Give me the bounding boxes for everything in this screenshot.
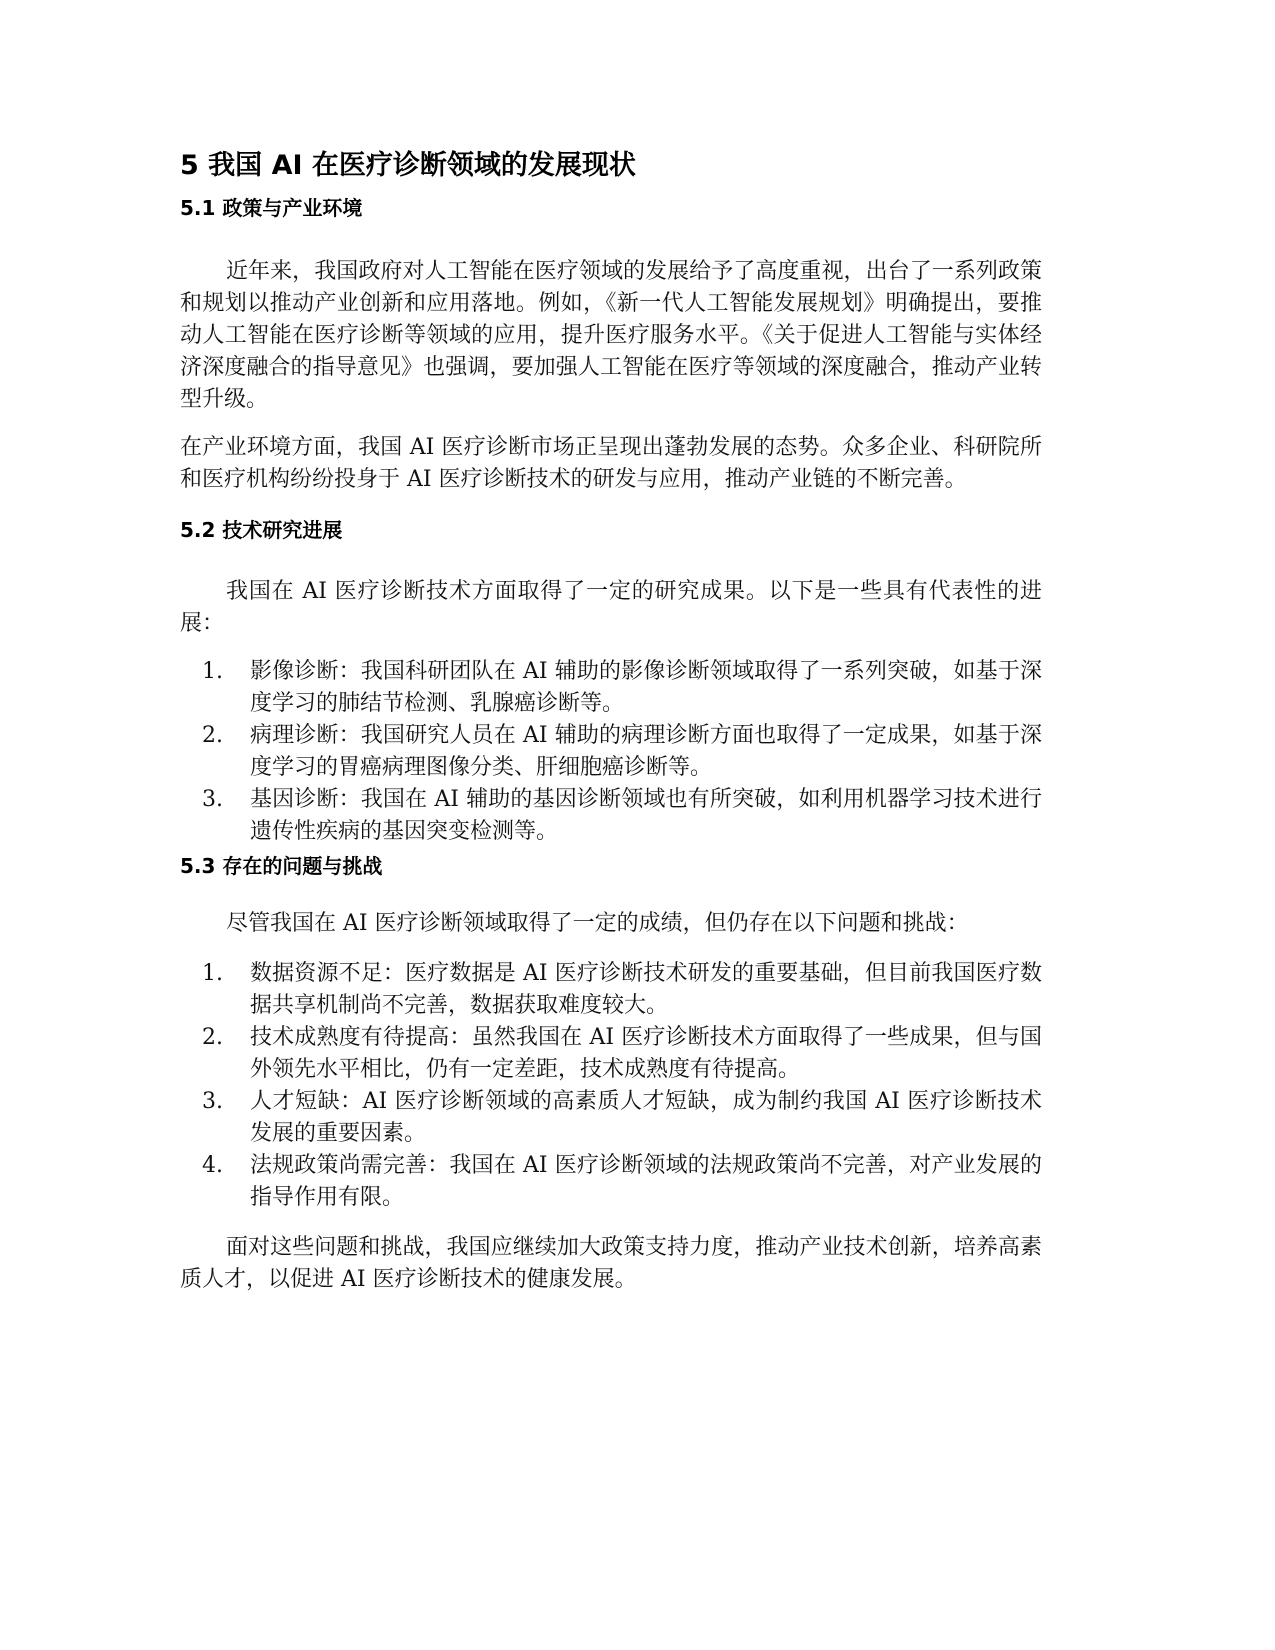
list-item-text: 影像诊断：我国科研团队在 AI 辅助的影像诊断领域取得了一系列突破，如基于深度学习的肺结节检测、乳腺癌诊断等。 <box>250 659 1042 716</box>
section-heading-5-3: 5.3 存在的问题与挑战 <box>180 854 383 878</box>
list-item <box>180 720 1042 784</box>
list-item <box>180 1022 1042 1086</box>
list-item-text: 技术成熟度有待提高：虽然我国在 AI 医疗诊断技术方面取得了一些成果，但与国外领先水平相比，仍有一定差距，技术成熟度有待提高。 <box>250 1025 1042 1082</box>
paragraph-conclusion: 面对这些问题和挑战，我国应继续加大政策支持力度，推动产业技术创新，培养高素质人才，以促进 AI 医疗诊断技术的健康发展。 <box>180 1235 1042 1292</box>
list-number: 4. <box>202 1153 223 1178</box>
list-item-text: 法规政策尚需完善：我国在 AI 医疗诊断领域的法规政策尚不完善，对产业发展的指导作用有限。 <box>250 1153 1042 1210</box>
list-item <box>180 1086 1042 1150</box>
list-item <box>180 958 1042 1022</box>
challenges-list <box>180 958 1042 1214</box>
paragraph-challenges-intro: 尽管我国在 AI 医疗诊断领域取得了一定的成绩，但仍存在以下问题和挑战： <box>226 911 969 936</box>
list-item-text: 人才短缺：AI 医疗诊断领域的高素质人才短缺，成为制约我国 AI 医疗诊断技术发展的重要因素。 <box>250 1089 1042 1146</box>
list-item-text: 数据资源不足：医疗数据是 AI 医疗诊断技术研发的重要基础，但目前我国医疗数据共享机制尚不完善，数据获取难度较大。 <box>250 961 1042 1018</box>
paragraph-industry: 在产业环境方面，我国 AI 医疗诊断市场正呈现出蓬勃发展的态势。众多企业、科研院所和医疗机构纷纷投身于 AI 医疗诊断技术的研发与应用，推动产业链的不断完善。 <box>180 435 1042 492</box>
list-item <box>180 656 1042 720</box>
list-item <box>180 784 1042 848</box>
list-number: 3. <box>202 787 223 812</box>
list-item <box>180 1150 1042 1214</box>
paragraph-policy: 近年来，我国政府对人工智能在医疗领域的发展给予了高度重视，出台了一系列政策和规划以推动产业创新和应用落地。例如，《新一代人工智能发展规划》明确提出，要推动人工智能在医疗诊断等领域的应用，提升医疗服务水平。《关于促进人工智能与实体经济深度融合的指导意见》也强调，要加强人工智能在医疗等领域的深度融合，推动产业转型升级。 <box>180 259 1042 412</box>
section-heading-5-1: 5.1 政策与产业环境 <box>180 196 363 220</box>
paragraph-research-intro: 我国在 AI 医疗诊断技术方面取得了一定的研究成果。以下是一些具有代表性的进展： <box>180 579 1042 636</box>
list-number: 2. <box>202 723 223 748</box>
list-item-text: 病理诊断：我国研究人员在 AI 辅助的病理诊断方面也取得了一定成果，如基于深度学习的胃癌病理图像分类、肝细胞癌诊断等。 <box>250 723 1042 780</box>
list-item-text: 基因诊断：我国在 AI 辅助的基因诊断领域也有所突破，如利用机器学习技术进行遗传性疾病的基因突变检测等。 <box>250 787 1042 844</box>
list-number: 3. <box>202 1089 223 1114</box>
page-title: 5 我国 AI 在医疗诊断领域的发展现状 <box>180 150 636 181</box>
research-progress-list <box>180 656 1042 848</box>
section-heading-5-2: 5.2 技术研究进展 <box>180 518 343 542</box>
list-number: 2. <box>202 1025 223 1050</box>
list-number: 1. <box>202 659 223 684</box>
page-content <box>180 148 1042 1296</box>
list-number: 1. <box>202 961 223 986</box>
